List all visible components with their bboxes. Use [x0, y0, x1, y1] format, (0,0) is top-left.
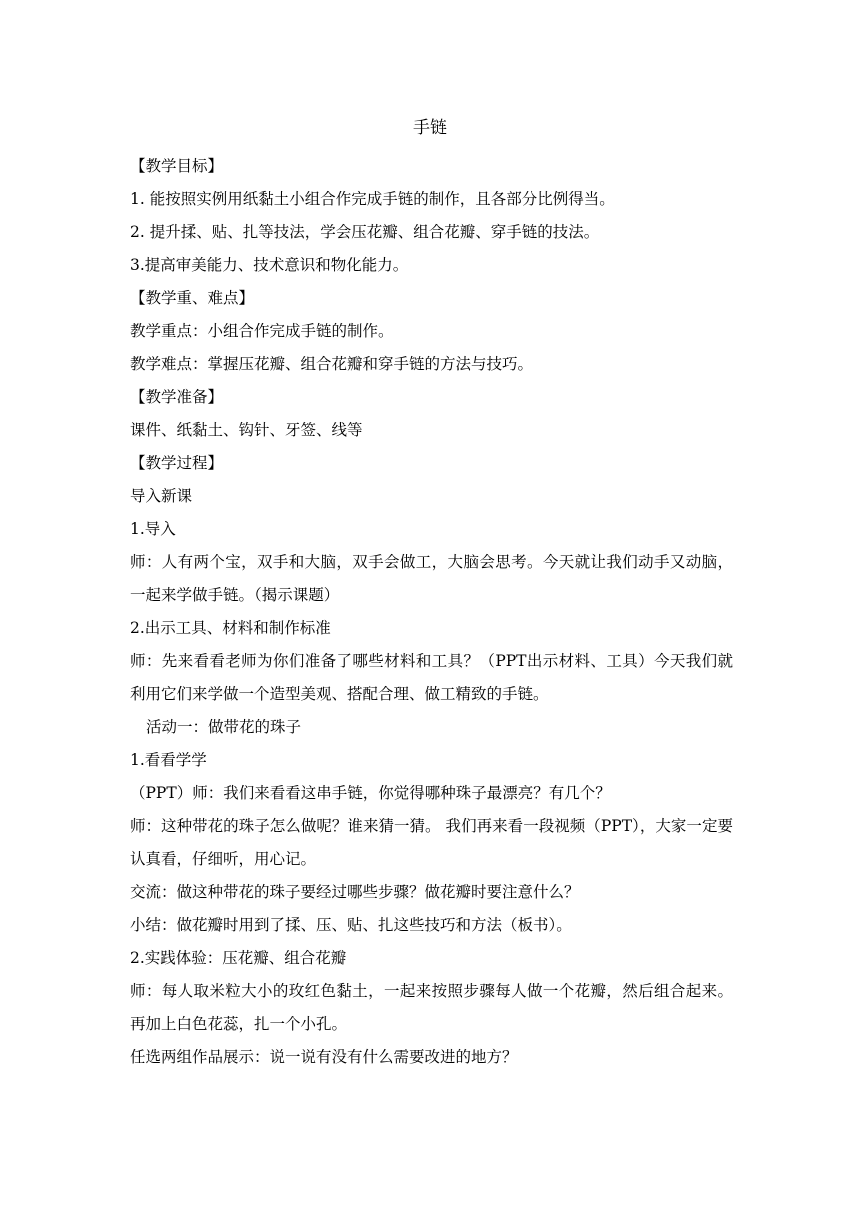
paragraph-practice: 师：每人取米粒大小的玫红色黏土，一起来按照步骤每人做一个花瓣，然后组合起来。再加上白色花蕊，扎一个小孔。 [130, 982, 733, 1033]
step-practice: 2.实践体验：压花瓣、组合花瓣 [130, 949, 347, 967]
subheading-introduction: 导入新课 [130, 487, 193, 505]
objective-item-1: 1. 能按照实例用纸黏土小组合作完成手链的制作，且各部分比例得当。 [130, 190, 615, 208]
activity-heading: 活动一：做带花的珠子 [146, 718, 302, 736]
paragraph-tools: 师：先来看看老师为你们准备了哪些材料和工具？（PPT出示材料、工具）今天我们就利用它们来学做一个造型美观、搭配合理、做工精致的手链。 [130, 652, 733, 703]
document-title: 手链 [413, 118, 447, 138]
key-point-text: 教学重点：小组合作完成手链的制作。 [130, 322, 394, 340]
difficult-point-text: 教学难点：掌握压花瓣、组合花瓣和穿手链的方法与技巧。 [130, 355, 534, 373]
section-heading-objectives: 【教学目标】 [130, 157, 224, 175]
document-body [130, 150, 733, 1074]
exchange-text: 交流：做这种带花的珠子要经过哪些步骤？做花瓣时要注意什么？ [130, 883, 580, 901]
objective-item-2: 2. 提升揉、贴、扎等技法，学会压花瓣、组合花瓣、穿手链的技法。 [130, 223, 600, 241]
step-tools: 2.出示工具、材料和制作标准 [130, 619, 331, 637]
step-introduction: 1.导入 [130, 520, 176, 538]
paragraph-guess: 师：这种带花的珠子怎么做呢？谁来猜一猜。 我们再来看一段视频（PPT），大家一定要认真看，仔细听，用心记。 [130, 817, 733, 868]
ppt-question-text: （PPT）师：我们来看看这串手链，你觉得哪种珠子最漂亮？有几个？ [130, 784, 611, 802]
summary-text: 小结：做花瓣时用到了揉、压、贴、扎这些技巧和方法（板书）。 [130, 916, 572, 934]
section-heading-preparation: 【教学准备】 [130, 388, 224, 406]
objective-item-3: 3.提高审美能力、技术意识和物化能力。 [130, 256, 409, 274]
paragraph-introduction: 师：人有两个宝，双手和大脑，双手会做工，大脑会思考。今天就让我们动手又动脑，一起来学做手链。（揭示课题） [130, 553, 733, 604]
preparation-text: 课件、纸黏土、钩针、牙签、线等 [130, 421, 363, 439]
section-heading-process: 【教学过程】 [130, 454, 224, 472]
showcase-text: 任选两组作品展示：说一说有没有什么需要改进的地方？ [130, 1048, 518, 1066]
step-look-learn: 1.看看学学 [130, 751, 207, 769]
section-heading-key-points: 【教学重、难点】 [130, 289, 255, 307]
